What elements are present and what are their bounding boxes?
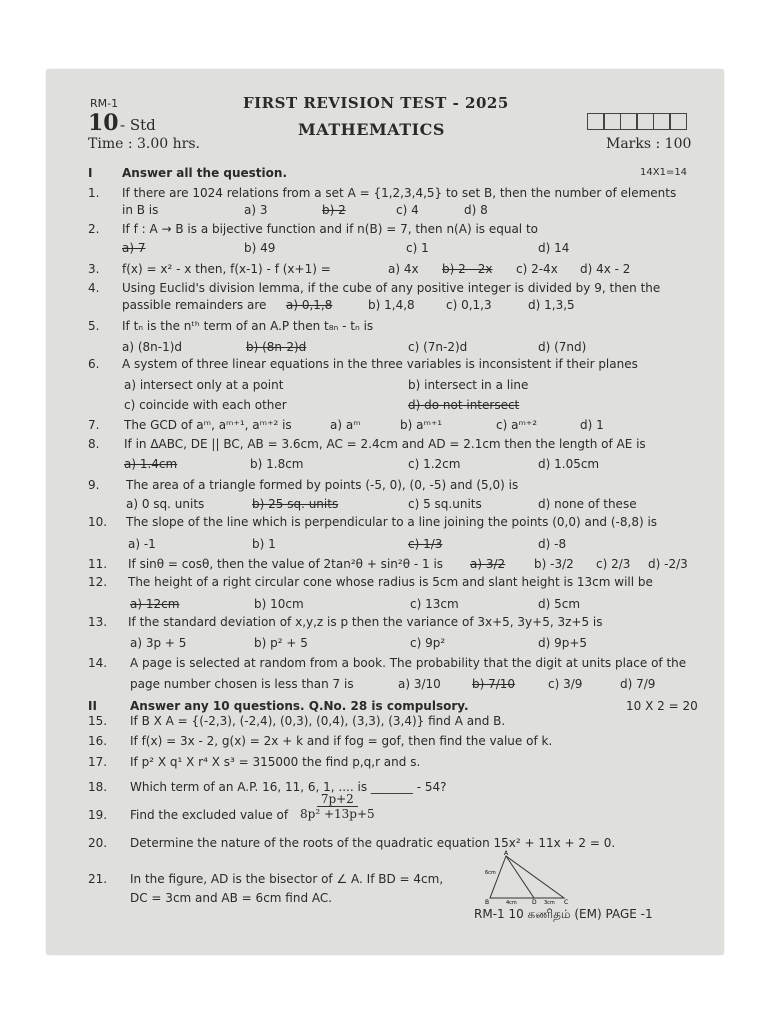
question-number: 14. <box>88 656 108 670</box>
question-text: If there are 1024 relations from a set A = {1,2,3,4,5} to set B, then the number of elements <box>122 186 677 200</box>
question-number: 9. <box>88 478 100 492</box>
option: b) aᵐ⁺¹ <box>400 418 443 432</box>
option: c) aᵐ⁺² <box>496 418 538 432</box>
option: d) -8 <box>538 537 567 551</box>
option: d) -2/3 <box>648 557 688 571</box>
paper-code: RM-1 <box>90 97 119 110</box>
option-marked: a) 7 <box>122 241 146 255</box>
option: c) coincide with each other <box>124 398 287 412</box>
option: d) 7/9 <box>620 677 656 691</box>
option: a) 3/10 <box>398 677 441 691</box>
option-marked: b) 25 sq. units <box>252 497 339 511</box>
question-text: If sinθ = cosθ, then the value of 2tan²θ + sin²θ - 1 is <box>128 557 444 571</box>
label-a: A <box>504 850 509 857</box>
question-text: in B is <box>122 203 159 217</box>
option: c) 3/9 <box>548 677 583 691</box>
option: c) 4 <box>396 203 419 217</box>
option: c) 0,1,3 <box>446 298 492 312</box>
option: a) -1 <box>128 537 156 551</box>
question-text: f(x) = x² - x then, f(x-1) - f (x+1) = <box>122 262 331 276</box>
question-number: 4. <box>88 281 100 295</box>
reg-box <box>620 113 638 130</box>
option: c) 5 sq.units <box>408 497 482 511</box>
question-number: 17. <box>88 755 108 769</box>
question-text: The area of a triangle formed by points (-5, 0), (0, -5) and (5,0) is <box>126 478 519 492</box>
question-text: The height of a right circular cone whose radius is 5cm and slant height is 13cm will be <box>128 575 653 589</box>
question-number: 20. <box>88 836 108 850</box>
option: b) 1 <box>252 537 276 551</box>
std-number: 10 <box>88 110 119 136</box>
question-text: A page is selected at random from a book. The probability that the digit at units place of the <box>130 656 687 670</box>
question-number: 5. <box>88 319 100 333</box>
option-marked: a) 0,1,8 <box>286 298 333 312</box>
option: d) 4x - 2 <box>580 262 631 276</box>
option-marked: b) 2 - 2x <box>442 262 493 276</box>
question-number: 16. <box>88 734 108 748</box>
reg-box <box>669 113 687 130</box>
option: b) p² + 5 <box>254 636 308 650</box>
question-text: A system of three linear equations in the three variables is inconsistent if their planes <box>122 357 638 371</box>
question-number: 1. <box>88 186 100 200</box>
bisector-line <box>506 856 534 898</box>
question-text: If tₙ is the nᵗʰ term of an A.P then t₈ₙ - tₙ is <box>122 319 374 333</box>
question-text: If B X A = {(-2,3), (-2,4), (0,3), (0,4), (3,3), (3,4)} find A and B. <box>130 714 506 728</box>
fraction-numerator: 7p+2 <box>317 792 358 807</box>
page-title: FIRST REVISION TEST - 2025 <box>243 94 509 112</box>
question-text: Determine the nature of the roots of the quadratic equation 15x² + 11x + 2 = 0. <box>130 836 616 850</box>
question-number: 2. <box>88 222 100 236</box>
option: d) 1.05cm <box>538 457 600 471</box>
question-text: If in ΔABC, DE || BC, AB = 3.6cm, AC = 2.4cm and AD = 2.1cm then the length of AE is <box>124 437 646 451</box>
option-marked: a) 12cm <box>130 597 180 611</box>
option: b) 49 <box>244 241 276 255</box>
option: c) 13cm <box>410 597 459 611</box>
label-b: B <box>485 899 490 906</box>
reg-box <box>653 113 671 130</box>
option: c) 1.2cm <box>408 457 461 471</box>
option-marked: a) 1.4cm <box>124 457 178 471</box>
option: c) 9p² <box>410 636 446 650</box>
option-marked: b) (8n-2)d <box>246 340 307 354</box>
question-text: passible remainders are <box>122 298 267 312</box>
option: a) intersect only at a point <box>124 378 284 392</box>
option-marked: d) do not intersect <box>408 398 520 412</box>
option: c) 2-4x <box>516 262 558 276</box>
label-bd: 4cm <box>506 900 517 906</box>
option: b) 1.8cm <box>250 457 304 471</box>
label-ab: 6cm <box>485 870 496 876</box>
std-label: - Std <box>120 116 156 134</box>
option: d) 9p+5 <box>538 636 588 650</box>
triangle-outline <box>490 856 564 898</box>
question-text: The GCD of aᵐ, aᵐ⁺¹, aᵐ⁺² is <box>124 418 292 432</box>
time-label: Time : 3.00 hrs. <box>88 136 200 152</box>
option: d) 14 <box>538 241 570 255</box>
register-number-boxes <box>588 113 687 130</box>
option: a) 4x <box>388 262 419 276</box>
section-title: Answer all the question. <box>122 166 287 180</box>
option: b) -3/2 <box>534 557 574 571</box>
question-number: 6. <box>88 357 100 371</box>
option: a) (8n-1)d <box>122 340 183 354</box>
option-marked: b) 2 <box>322 203 346 217</box>
question-text: If p² X q¹ X r⁴ X s³ = 315000 the find p,q,r and s. <box>130 755 421 769</box>
label-c: C <box>564 899 569 906</box>
question-text: page number chosen is less than 7 is <box>130 677 354 691</box>
option: d) none of these <box>538 497 637 511</box>
option: b) 1,4,8 <box>368 298 415 312</box>
question-number: 18. <box>88 780 108 794</box>
section-number: I <box>88 166 93 180</box>
section-number: II <box>88 699 97 713</box>
question-text: Find the excluded value of <box>130 808 289 822</box>
reg-box <box>636 113 654 130</box>
question-number: 21. <box>88 872 108 886</box>
question-number: 19. <box>88 808 108 822</box>
question-number: 3. <box>88 262 100 276</box>
reg-box <box>587 113 605 130</box>
option: c) 1 <box>406 241 429 255</box>
question-number: 11. <box>88 557 108 571</box>
option: d) 1,3,5 <box>528 298 575 312</box>
option: a) aᵐ <box>330 418 361 432</box>
question-number: 15. <box>88 714 108 728</box>
question-text: If f : A → B is a bijective function and if n(B) = 7, then n(A) is equal to <box>122 222 538 236</box>
section-marks: 10 X 2 = 20 <box>626 699 698 713</box>
option-marked: b) 7/10 <box>472 677 516 691</box>
option-marked: c) 1/3 <box>408 537 443 551</box>
triangle-figure <box>484 848 574 906</box>
option-marked: a) 3p + 5 <box>130 636 187 650</box>
question-text: The slope of the line which is perpendicular to a line joining the points (0,0) and (-8,8) is <box>126 515 658 529</box>
option: a) 3 <box>244 203 268 217</box>
label-dc: 3cm <box>544 900 555 906</box>
option-marked: a) 3/2 <box>470 557 506 571</box>
section-marks: 14X1=14 <box>640 167 688 178</box>
reg-box <box>603 113 621 130</box>
fraction-denominator: 8p² +13p+5 <box>300 807 375 821</box>
option: d) 8 <box>464 203 488 217</box>
question-number: 7. <box>88 418 100 432</box>
option: d) 1 <box>580 418 604 432</box>
label-d: D <box>532 899 537 906</box>
question-text: Using Euclid's division lemma, if the cube of any positive integer is divided by 9, then the <box>122 281 661 295</box>
question-text: Which term of an A.P. 16, 11, 6, 1, .... is _______ - 54? <box>130 780 447 794</box>
fraction-expression <box>300 792 375 821</box>
section-title: Answer any 10 questions. Q.No. 28 is compulsory. <box>130 699 469 713</box>
option: c) (7n-2)d <box>408 340 468 354</box>
option: b) intersect in a line <box>408 378 529 392</box>
option: d) (7nd) <box>538 340 587 354</box>
marks-label: Marks : 100 <box>606 136 692 152</box>
question-number: 8. <box>88 437 100 451</box>
option: a) 0 sq. units <box>126 497 205 511</box>
question-text: If the standard deviation of x,y,z is p then the variance of 3x+5, 3y+5, 3z+5 is <box>128 615 603 629</box>
option: c) 2/3 <box>596 557 631 571</box>
question-text: In the figure, AD is the bisector of ∠ A. If BD = 4cm, <box>130 872 444 886</box>
question-text: DC = 3cm and AB = 6cm find AC. <box>130 891 333 905</box>
page-footer: RM-1 10 கணிதம் (EM) PAGE -1 <box>474 907 653 921</box>
subject-title: MATHEMATICS <box>298 120 445 139</box>
question-number: 10. <box>88 515 108 529</box>
question-number: 12. <box>88 575 108 589</box>
option: b) 10cm <box>254 597 304 611</box>
question-number: 13. <box>88 615 108 629</box>
option: d) 5cm <box>538 597 581 611</box>
question-text: If f(x) = 3x - 2, g(x) = 2x + k and if fog = gof, then find the value of k. <box>130 734 553 748</box>
